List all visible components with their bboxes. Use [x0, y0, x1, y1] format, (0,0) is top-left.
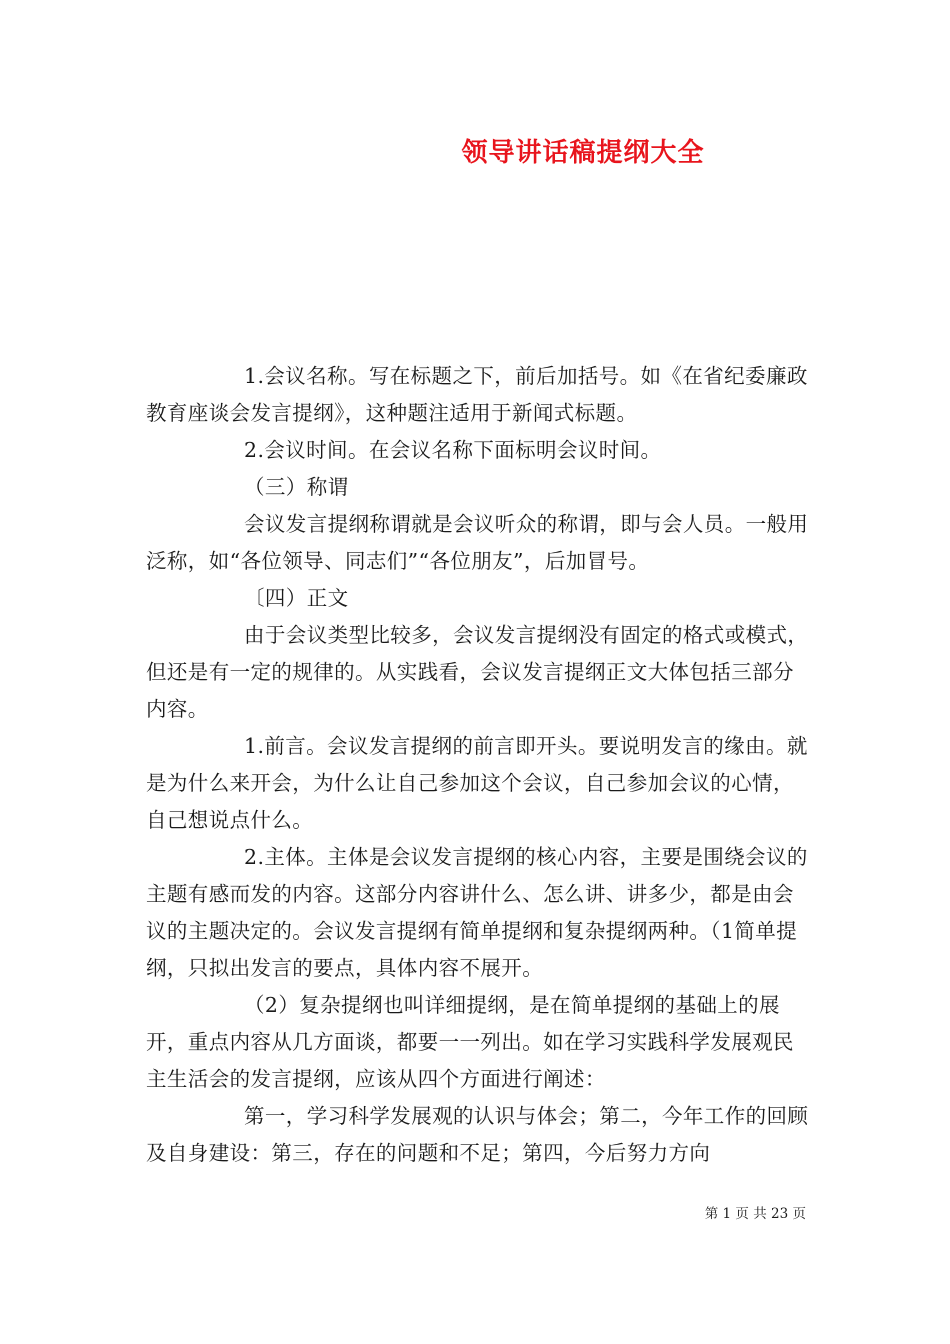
document-title: 领导讲话稿提纲大全: [461, 138, 705, 168]
paragraph-four-aspects: 第一，学习科学发展观的认识与体会；第二，今年工作的回顾及自身建设：第三，存在的问题和不足；第四，今后努力方向: [146, 1104, 809, 1165]
paragraph-salutation: 会议发言提纲称谓就是会议听众的称谓，即与会人员。一般用泛称，如“各位领导、同志们”“各位朋友”，后加冒号。: [146, 512, 809, 573]
paragraph-body: 2.主体。主体是会议发言提纲的核心内容，主要是围绕会议的主题有感而发的内容。这部分内容讲什么、怎么讲、讲多少，都是由会议的主题决定的。会议发言提纲有简单提纲和复杂提纲两种。（1简单提纲，只拟出发言的要点，具体内容不展开。: [146, 845, 808, 980]
page-number: 第 1 页 共 23 页: [704, 1206, 806, 1222]
heading-main-text: 〔四）正文: [244, 586, 349, 610]
document-body: [146, 358, 812, 1172]
paragraph-preface: 1.前言。会议发言提纲的前言即开头。要说明发言的缘由。就是为什么来开会，为什么让自己参加这个会议，自己参加会议的心情，自己想说点什么。: [146, 734, 808, 832]
paragraph-meeting-name: 1.会议名称。写在标题之下，前后加括号。如《在省纪委廉政教育座谈会发言提纲》，这种题注适用于新闻式标题。: [146, 364, 808, 425]
paragraph-detailed-outline: （2）复杂提纲也叫详细提纲，是在简单提纲的基础上的展开，重点内容从几方面谈，都要一一列出。如在学习实践科学发展观民主生活会的发言提纲，应该从四个方面进行阐述：: [146, 993, 794, 1091]
heading-salutation: （三）称谓: [244, 475, 349, 499]
paragraph-meeting-time: 2.会议时间。在会议名称下面标明会议时间。: [244, 438, 662, 462]
paragraph-main-text-intro: 由于会议类型比较多，会议发言提纲没有固定的格式或模式，但还是有一定的规律的。从实践看，会议发言提纲正文大体包括三部分内容。: [146, 623, 809, 721]
